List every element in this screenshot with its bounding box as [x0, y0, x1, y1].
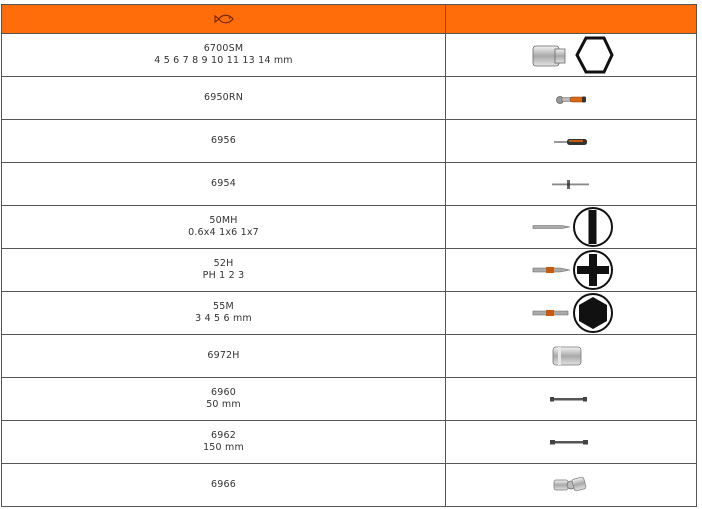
table-row	[2, 34, 697, 77]
product-sizes: 0.6x4 1x6 1x7	[188, 227, 259, 238]
image-cell	[446, 249, 697, 292]
table-row	[2, 335, 697, 378]
code-cell	[2, 378, 446, 421]
header-code-cell	[2, 5, 446, 34]
code-cell	[2, 464, 446, 507]
table-row	[2, 206, 697, 249]
code-cell	[2, 249, 446, 292]
product-code: 6966	[211, 479, 236, 490]
image-cell	[446, 292, 697, 335]
table-row	[2, 421, 697, 464]
product-code: 6962	[211, 430, 236, 441]
code-cell	[2, 335, 446, 378]
code-cell	[2, 77, 446, 120]
code-cell	[2, 206, 446, 249]
table-row	[2, 378, 697, 421]
product-code: 52H	[213, 258, 234, 269]
table-row	[2, 464, 697, 507]
ratchet-handle-icon	[446, 77, 697, 119]
table-row	[2, 163, 697, 206]
product-code: 6972H	[207, 350, 240, 361]
image-cell	[446, 421, 697, 464]
universal-joint-icon	[446, 464, 697, 506]
t-handle-icon	[446, 163, 697, 205]
table-row	[2, 77, 697, 120]
product-code: 6960	[211, 387, 236, 398]
image-cell	[446, 77, 697, 120]
code-cell	[2, 292, 446, 335]
product-code: 55M	[213, 301, 234, 312]
fish-icon	[213, 12, 235, 26]
product-sizes: 150 mm	[203, 442, 244, 453]
product-code: 6956	[211, 135, 236, 146]
header-image-cell	[446, 5, 697, 34]
slotted-bit-with-slot-profile-icon	[446, 206, 697, 248]
extension-bar-icon	[446, 378, 697, 420]
image-cell	[446, 378, 697, 421]
image-cell	[446, 34, 697, 77]
image-cell	[446, 120, 697, 163]
product-sizes: 3 4 5 6 mm	[195, 313, 252, 324]
image-cell	[446, 464, 697, 507]
code-cell	[2, 34, 446, 77]
table-row	[2, 249, 697, 292]
image-cell	[446, 206, 697, 249]
product-code: 6954	[211, 178, 236, 189]
product-code: 6700SM	[203, 43, 244, 54]
product-code: 50MH	[209, 215, 238, 226]
table-header	[2, 5, 697, 34]
tool-table	[1, 4, 697, 507]
image-cell	[446, 335, 697, 378]
product-sizes: PH 1 2 3	[202, 270, 245, 281]
screwdriver-handle-icon	[446, 120, 697, 162]
table-row	[2, 292, 697, 335]
code-cell	[2, 421, 446, 464]
bit-adapter-icon	[446, 335, 697, 377]
product-sizes: 4 5 6 7 8 9 10 11 13 14 mm	[154, 55, 293, 66]
image-cell	[446, 163, 697, 206]
phillips-bit-with-cross-profile-icon	[446, 249, 697, 291]
hex-socket-with-hexagon-profile-icon	[446, 34, 697, 76]
product-code: 6950RN	[203, 92, 244, 103]
hex-bit-with-hexagon-profile-icon	[446, 292, 697, 334]
code-cell	[2, 120, 446, 163]
extension-bar-long-icon	[446, 421, 697, 463]
product-sizes: 50 mm	[206, 399, 241, 410]
code-cell	[2, 163, 446, 206]
table-row	[2, 120, 697, 163]
